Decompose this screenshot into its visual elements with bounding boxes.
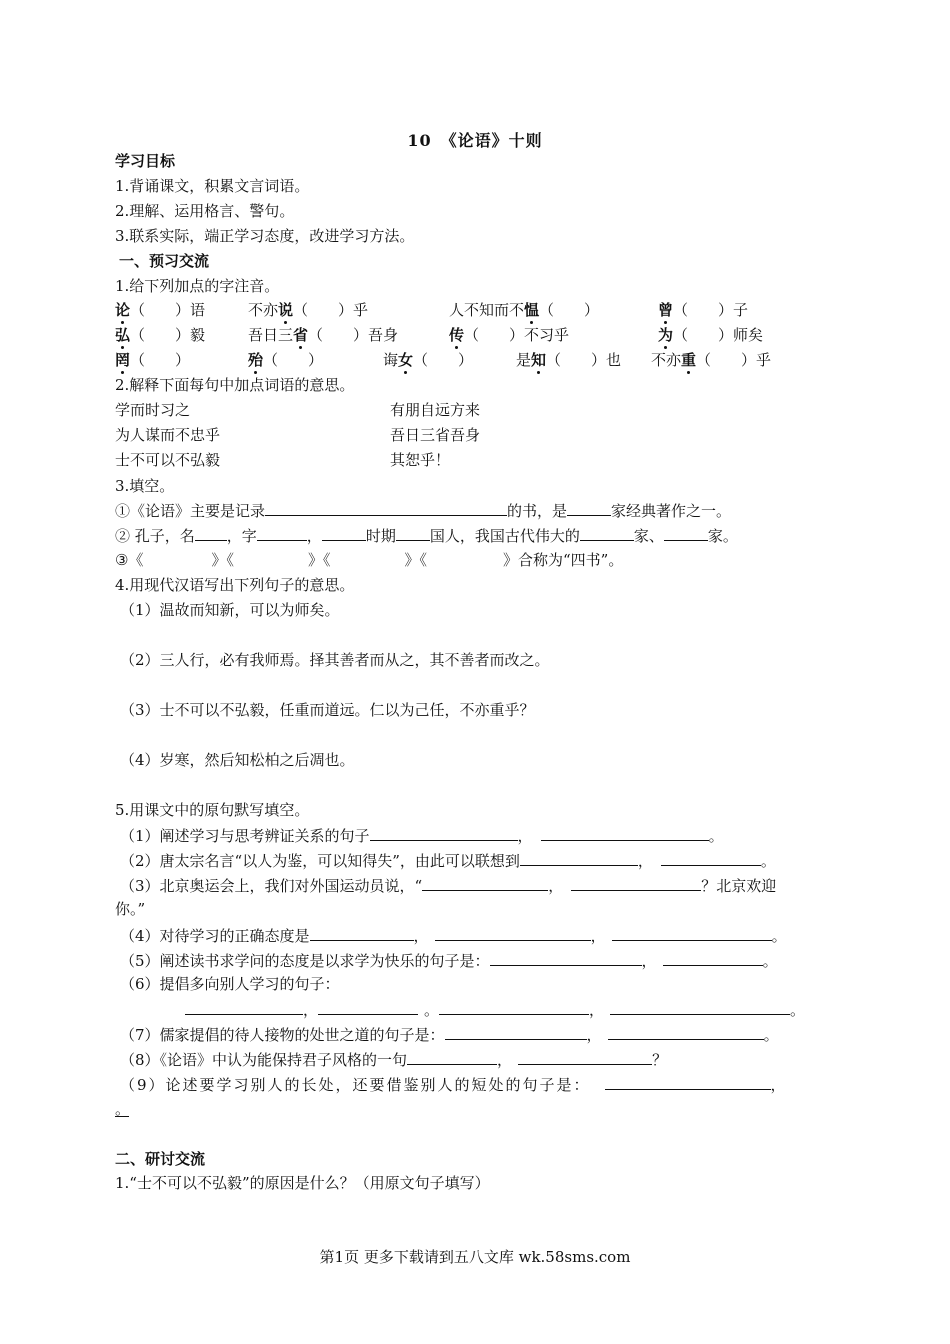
pinyin-item: 殆（ ） — [248, 351, 324, 369]
goal-item: 3.联系实际，端正学习态度，改进学习方法。 — [115, 227, 415, 245]
q2-sentence: 为人谋而不忠乎 — [115, 426, 221, 444]
dotted-char: 殆 — [248, 351, 264, 369]
fill-blank[interactable] — [567, 500, 611, 516]
fill-blank[interactable] — [663, 950, 763, 966]
fill-blank[interactable] — [518, 1049, 652, 1065]
q5-item-8: （8）《论语》中认为能保持君子风格的一句 ， ？ — [120, 1051, 668, 1069]
q4-item: （4）岁寒，然后知松柏之后凋也。 — [120, 751, 355, 769]
fill-blank[interactable] — [435, 925, 591, 941]
q5-item-1: （1）阐述学习与思考辨证关系的句子 ， 。 — [120, 827, 724, 845]
fill-blank[interactable] — [185, 999, 303, 1015]
q4-item: （1）温故而知新，可以为师矣。 — [120, 601, 340, 619]
q3-line-1: ①《论语》主要是记录 的书，是 家经典著作之一。 — [115, 502, 732, 520]
dotted-char: 知 — [531, 351, 547, 369]
dotted-char: 省 — [293, 326, 309, 344]
dotted-char: 曾 — [658, 301, 674, 319]
fill-blank[interactable] — [257, 525, 307, 541]
q3-line-2: ② 孔子，名 ，字 ， 时期 国人，我国古代伟大的 家、 家。 — [115, 527, 738, 545]
fill-blank[interactable] — [612, 925, 772, 941]
dotted-char: 为 — [658, 326, 674, 344]
fill-blank[interactable] — [610, 999, 790, 1015]
dotted-char: 传 — [449, 326, 465, 344]
q4-item: （3）士不可以不弘毅，任重而道远。仁以为己任，不亦重乎？ — [120, 701, 535, 719]
page-title: 10 《论语》十则 — [407, 131, 543, 150]
q5-item-7: （7）儒家提倡的待人接物的处世之道的句子是： ， 。 — [120, 1026, 779, 1044]
dotted-char: 愠 — [524, 301, 540, 319]
pinyin-item: 传（ ）不习乎 — [449, 326, 570, 344]
fill-blank[interactable] — [664, 525, 708, 541]
pinyin-item: 不亦说（ ）乎 — [248, 301, 369, 319]
q2-sentence: 其恕乎！ — [390, 451, 451, 469]
page-footer: 第1页 更多下载请到五八文库 wk.58sms.com — [319, 1248, 631, 1266]
fill-blank[interactable] — [407, 1049, 497, 1065]
q5-item-9: （9）论述要学习别人的长处，还要借鉴别人的短处的句子是： ， — [120, 1076, 788, 1094]
q5-prompt: 5.用课文中的原句默写填空。 — [115, 801, 310, 819]
pinyin-item: 曾（ ）子 — [658, 301, 749, 319]
q3-prompt: 3.填空。 — [115, 477, 175, 495]
pinyin-item: 吾日三省（ ）吾身 — [248, 326, 399, 344]
q5-item-3: （3）北京奥运会上，我们对外国运动员说，“ ， ？北京欢迎 — [120, 877, 777, 895]
fill-blank[interactable] — [520, 850, 638, 866]
q1-prompt: 1.给下列加点的字注音。 — [115, 277, 280, 295]
fill-blank[interactable] — [661, 850, 761, 866]
section1-heading: 一、预习交流 — [119, 252, 210, 270]
fill-blank[interactable] — [605, 1074, 771, 1090]
dotted-char: 女 — [398, 351, 414, 369]
goal-item: 1.背诵课文，积累文言词语。 — [115, 177, 310, 195]
goal-item: 2.理解、运用格言、警句。 — [115, 202, 295, 220]
fill-blank[interactable] — [310, 925, 414, 941]
pinyin-item: 不亦重（ ）乎 — [651, 351, 772, 369]
goals-heading: 学习目标 — [115, 152, 176, 170]
dotted-char: 论 — [115, 301, 131, 319]
pinyin-item: 弘（ ）毅 — [115, 326, 206, 344]
pinyin-item: 人不知而不愠（ ） — [449, 301, 600, 319]
section2-heading: 二、研讨交流 — [115, 1150, 206, 1168]
q2-sentence: 学而时习之 — [115, 401, 191, 419]
q4-item: （2）三人行，必有我师焉。择其善者而从之，其不善者而改之。 — [120, 651, 550, 669]
fill-blank[interactable] — [571, 875, 701, 891]
q2-sentence: 有朋自远方来 — [390, 401, 481, 419]
q2-sentence: 吾日三省吾身 — [390, 426, 481, 444]
q5-item-3-cont: 你。” — [115, 900, 146, 918]
q2-prompt: 2.解释下面每句中加点词语的意思。 — [115, 376, 355, 394]
fill-blank[interactable] — [580, 525, 634, 541]
section2-q1: 1.“士不可以不弘毅”的原因是什么？（用原文句子填写） — [115, 1174, 490, 1192]
q4-prompt: 4.用现代汉语写出下列句子的意思。 — [115, 576, 355, 594]
q5-item-6: （6）提倡多向别人学习的句子： — [120, 975, 340, 993]
dotted-char: 弘 — [115, 326, 131, 344]
fill-blank[interactable] — [422, 875, 548, 891]
q2-sentence: 士不可以不弘毅 — [115, 451, 221, 469]
q5-item-5: （5）阐述读书求学问的态度是以求学为快乐的句子是： ， 。 — [120, 952, 778, 970]
underline-mark — [115, 1116, 129, 1117]
fill-blank[interactable] — [608, 1024, 764, 1040]
pinyin-item: 论（ ）语 — [115, 301, 206, 319]
dotted-char: 说 — [278, 301, 294, 319]
fill-blank[interactable] — [396, 525, 430, 541]
fill-blank[interactable] — [195, 525, 227, 541]
q5-item-9-cont: 。 — [115, 1100, 131, 1118]
q5-item-6-answers: ， 。 ， 。 — [185, 999, 805, 1020]
fill-blank[interactable] — [318, 999, 418, 1015]
q3-line-3: ③《 》《 》《 》《 》合称为“四书”。 — [115, 551, 624, 569]
fill-blank[interactable] — [322, 525, 366, 541]
pinyin-item: 罔（ ） — [115, 351, 191, 369]
fill-blank[interactable] — [445, 1024, 587, 1040]
fill-blank[interactable] — [541, 825, 709, 841]
dotted-char: 重 — [681, 351, 697, 369]
fill-blank[interactable] — [439, 999, 589, 1015]
pinyin-item: 是知（ ）也 — [516, 351, 622, 369]
pinyin-item: 为（ ）师矣 — [658, 326, 764, 344]
fill-blank[interactable] — [490, 950, 642, 966]
pinyin-item: 诲女（ ） — [383, 351, 474, 369]
fill-blank[interactable] — [265, 500, 507, 516]
q5-item-2: （2）唐太宗名言“以人为鉴，可以知得失”，由此可以联想到 ， 。 — [120, 852, 776, 870]
fill-blank[interactable] — [370, 825, 518, 841]
dotted-char: 罔 — [115, 351, 131, 369]
q5-item-4: （4）对待学习的正确态度是 ， ， 。 — [120, 927, 787, 945]
